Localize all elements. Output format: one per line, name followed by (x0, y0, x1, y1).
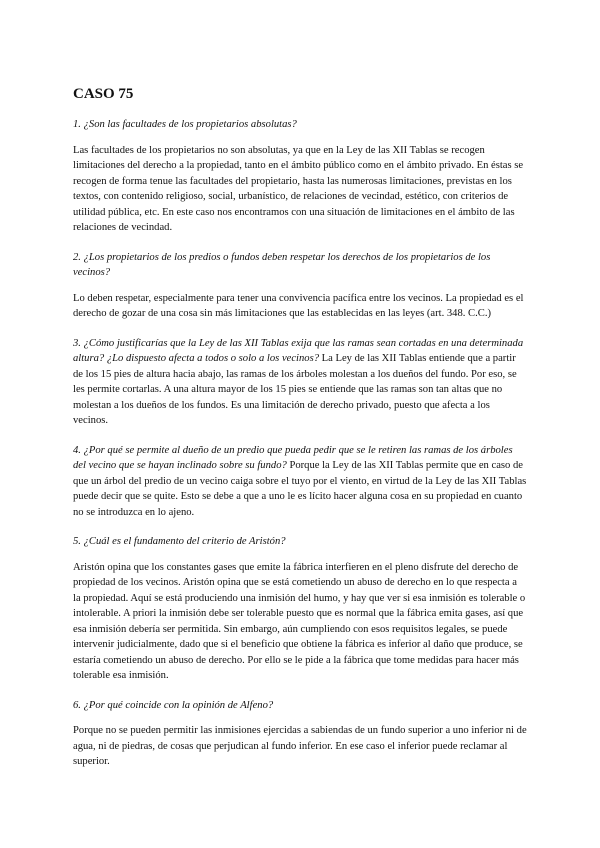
question-5: 5. ¿Cuál es el fundamento del criterio de Aristón? (73, 536, 286, 547)
answer-3: La Ley de las XII Tablas entiende que a partir de los 15 pies de altura hacia abajo, las ramas de los árboles molestan a los dueños del fundo. Por eso, se les permite cortarlas. A una altura mayor de los 15 pies se entiende que las ramas son tan altas que no molestan a los dueños de los fundos. Es una limitación de derecho privado, puesto que afecta a los vecinos. (73, 353, 517, 426)
document-content (73, 86, 527, 784)
qa-paragraph-3 (73, 336, 527, 429)
answer-5: Aristón opina que los constantes gases que emite la fábrica interfieren en el pleno disfrute del derecho de propiedad de los vecinos. Aristón opina que se está cometiendo un abuso de derecho en lo que respecta a la propiedad. Aquí se está produciendo una inmisión del humo, y hay que ver si esa inmisión es tolerable o intolerable. A priori la inmisión debe ser tolerable puesto que es normal que la fábrica emita gases, así que esa inmisión debería ser permitida. Sin embargo, aún cumpliendo con esos requisitos legales, se puede intervenir judicialmente, dado que si el beneficio que obtiene la fábrica es inferior al daño que produce, se estaría cometiendo un abuso de derecho. Por ello se le pide a la fábrica que tome medidas para hacer más tolerable esa inmisión. (73, 561, 526, 681)
question-1: 1. ¿Son las facultades de los propietarios absolutas? (73, 119, 297, 130)
qa-paragraph-4 (73, 443, 527, 521)
question-2: 2. ¿Los propietarios de los predios o fundos deben respetar los derechos de los propietarios de los vecinos? (73, 251, 491, 278)
answer-1: Las facultades de los propietarios no son absolutas, ya que en la Ley de las XII Tablas se recogen limitaciones del derecho a la propiedad, tanto en el ámbito público como en el ámbito privado. En éstas se recogen de forma tenue las facultades del propietario, hasta las numerosas limitaciones, previstas en los textos, con contenido religioso, social, urbanístico, de relaciones de vecindad, estético, con criterios de utilidad pública, etc. En este caso nos encontramos con una situación de limitaciones en el ámbito de las relaciones de vecindad. (73, 144, 524, 233)
answer-2: Lo deben respetar, especialmente para tener una convivencia pacífica entre los vecinos. La propiedad es el derecho de gozar de una cosa sin más limitaciones que las establecidas en las leyes (art. 348. C.C.) (73, 292, 524, 319)
answer-6: Porque no se pueden permitir las inmisiones ejercidas a sabiendas de un fundo superior a uno inferior ni de agua, ni de piedras, de cosas que perjudican al fundo inferior. En ese caso el inferior puede reclamar al superior. (73, 725, 527, 767)
answer-4: Porque la Ley de las XII Tablas permite que en caso de que un árbol del predio de un vecino caiga sobre el tuyo por el viento, en virtud de la Ley de las XII Tablas puede decir que se quite. Esto se debe a que a uno le es lícito hacer alguna cosa en su propiedad en cuanto no se introduzca en lo ajeno. (73, 460, 527, 518)
case-title: CASO 75 (73, 86, 134, 102)
question-6: 6. ¿Por qué coincide con la opinión de Alfeno? (73, 699, 274, 711)
question-3: 3. ¿Cómo justificarías que la Ley de las XII Tablas exija que las ramas sean cortadas en una determinada altura? ¿Lo dispuesto afecta a todos o solo a los vecinos? (73, 337, 524, 364)
question-4: 4. ¿Por qué se permite al dueño de un predio que pueda pedir que se le retiren las ramas de los árboles del vecino que se hayan inclinado sobre su fundo? (73, 444, 513, 471)
